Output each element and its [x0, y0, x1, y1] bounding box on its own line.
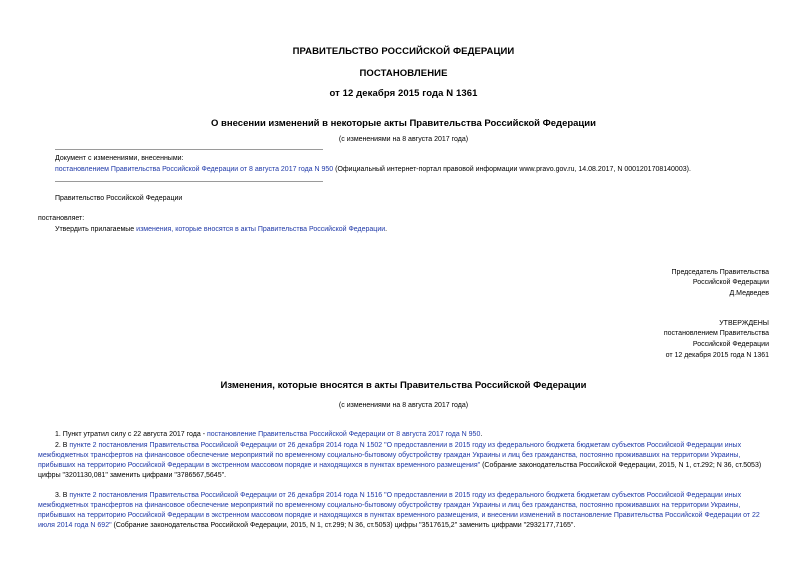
approve-suffix: .	[385, 226, 388, 233]
approved-date: от 12 декабря 2015 года N 1361	[665, 352, 769, 359]
item-2-num: 2. В	[55, 442, 70, 449]
divider-top	[55, 149, 323, 150]
amendment-note: (с изменениями на 8 августа 2017 года)	[338, 136, 469, 143]
item-2-tail: (Собрание законодательства Российской Федерации, 2015, N 1, ст.292; N 36, ст.5053) цифры "3201130,081" заменить цифрами "3786567,5645".	[38, 462, 762, 479]
divider-bottom	[55, 181, 323, 182]
document-title: О внесении изменений в некоторые акты Правительства Российской Федерации	[211, 118, 596, 129]
resolves-label: постановляет:	[38, 215, 85, 222]
government-subject: Правительство Российской Федерации	[55, 195, 183, 202]
signature-org: Российской Федерации	[692, 279, 769, 286]
approved-org: Российской Федерации	[692, 341, 769, 348]
item-3-link[interactable]: пункте 2 постановления Правительства Российской Федерации от 26 декабря 2014 года N 1516 "О предоставлении в 2015 году из федерального бюджета бюджетам субъектов Российской Федерации иных межбюджетных трансфертов на финансовое обеспечение мероприятий по временному социально-бытовому обустройству граждан Украины и лиц без гражданства, постоянно проживавших на территории Украины, прибывших на территорию Российской Федерации в экстренном массовом порядке и находящихся в пунктах временного размещения, и внесении изменений в постановление Правительства Российской Федерации от 22 июля 2014 года N 692"	[38, 492, 760, 529]
document-date: от 12 декабря 2015 года N 1361	[329, 88, 478, 99]
item-1	[38, 430, 771, 440]
approve-link[interactable]: изменения, которые вносятся в акты Правительства Российской Федерации	[136, 226, 386, 233]
item-2	[38, 441, 778, 481]
signature-title: Председатель Правительства	[671, 269, 769, 276]
approve-line	[55, 225, 387, 234]
item-3-num: 3. В	[55, 492, 70, 499]
item-1-link[interactable]: постановление Правительства Российской Федерации от 8 августа 2017 года N 950	[206, 431, 481, 438]
approved-stamp: УТВЕРЖДЕНЫ	[719, 320, 769, 327]
item-1-end: .	[480, 431, 483, 438]
item-3-tail: (Собрание законодательства Российской Федерации, 2015, N 1, ст.299; N 36, ст.5053) цифры "3517615,2" заменить цифрами "2932177,7165".	[111, 522, 576, 529]
item-3	[38, 491, 778, 531]
changes-doc-link[interactable]: постановлением Правительства Российской Федерации от 8 августа 2017 года N 950	[55, 166, 334, 173]
approve-prefix: Утвердить прилагаемые	[55, 226, 137, 233]
item-1-text: 1. Пункт утратил силу с 22 августа 2017 года -	[55, 431, 207, 438]
changes-doc-label: Документ с изменениями, внесенными:	[55, 155, 184, 162]
changes-doc-source: (Официальный интернет-портал правовой информации www.pravo.gov.ru, 14.08.2017, N 0001201708140003).	[333, 166, 691, 173]
approved-by: постановлением Правительства	[663, 330, 769, 337]
changes-doc-line	[55, 165, 795, 174]
changes-amendment-note: (с изменениями на 8 августа 2017 года)	[338, 402, 469, 409]
changes-title: Изменения, которые вносятся в акты Правительства Российской Федерации	[220, 380, 587, 391]
signature-name: Д.Медведев	[729, 290, 769, 297]
document-kind: ПОСТАНОВЛЕНИЕ	[359, 68, 448, 79]
item-2-link[interactable]: пункте 2 постановления Правительства Российской Федерации от 26 декабря 2014 года N 1502 "О предоставлении в 2015 году из федерального бюджета бюджетам субъектов Российской Федерации иных межбюджетных трансфертов на финансовое обеспечение мероприятий по временному социально-бытовому обустройству граждан Украины и лиц без гражданства, постоянно проживавших на территории Украины, прибывших на территорию Российской Федерации в экстренном массовом порядке и находящихся в пунктах временного размещения"	[38, 442, 742, 469]
government-heading: ПРАВИТЕЛЬСТВО РОССИЙСКОЙ ФЕДЕРАЦИИ	[292, 46, 515, 57]
